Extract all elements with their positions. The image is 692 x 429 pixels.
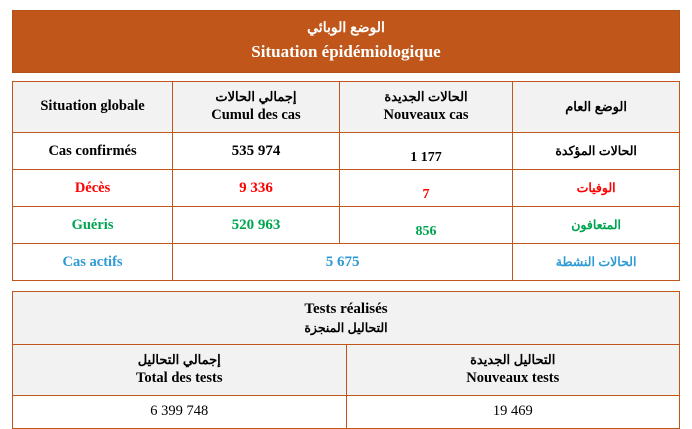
table-header-row — [13, 81, 680, 132]
confirmed-label-ar: الحالات المؤكدة — [555, 143, 637, 158]
header-situation-globale — [13, 81, 173, 132]
deaths-cumul-value: 9 336 — [239, 179, 273, 196]
deaths-label-fr: Décès — [74, 179, 111, 196]
row-label-recovered-fr — [13, 206, 173, 243]
tests-values-row — [13, 395, 680, 428]
cell-confirmed-cumul — [173, 132, 340, 169]
header-cumul-french: Cumul des cas — [211, 106, 301, 123]
cell-confirmed-nouveaux — [339, 132, 512, 169]
active-label-fr: Cas actifs — [62, 253, 123, 270]
confirmed-cumul-value: 535 974 — [231, 142, 281, 159]
row-label-active-fr — [13, 243, 173, 280]
cell-deaths-nouveaux — [339, 169, 512, 206]
recovered-label-fr: Guéris — [71, 216, 114, 233]
tests-total-value: 6 399 748 — [13, 395, 347, 428]
table-row — [13, 132, 680, 169]
tests-total-french: Total des tests — [136, 369, 223, 386]
row-label-recovered-ar — [513, 206, 680, 243]
header-nouveaux-arabic: الحالات الجديدة — [384, 89, 468, 105]
tests-total-arabic: إجمالي التحاليل — [137, 352, 221, 368]
tests-table — [12, 291, 680, 429]
table-row — [13, 169, 680, 206]
table-row — [13, 243, 680, 280]
cell-active-total — [173, 243, 513, 280]
row-label-active-ar — [513, 243, 680, 280]
epidemiological-table — [12, 81, 680, 281]
banner-title-french: Situation épidémiologique — [251, 42, 441, 61]
recovered-cumul-value: 520 963 — [231, 216, 281, 233]
header-situation-arabic — [513, 81, 680, 132]
tests-header-row — [13, 344, 680, 395]
tests-header-nouveaux — [346, 344, 680, 395]
row-label-confirmed-fr — [13, 132, 173, 169]
recovered-label-ar: المتعافون — [571, 217, 621, 232]
deaths-label-ar: الوفيات — [576, 180, 616, 195]
active-label-ar: الحالات النشطة — [555, 254, 637, 269]
header-cumul-des-cas — [173, 81, 340, 132]
tests-header-total — [13, 344, 347, 395]
confirmed-label-fr: Cas confirmés — [48, 142, 137, 159]
header-situation-globale-label: Situation globale — [40, 98, 145, 115]
deaths-nouveaux-value: 7 — [422, 186, 430, 202]
active-total-value: 5 675 — [325, 253, 360, 270]
table-row — [13, 206, 680, 243]
cell-recovered-cumul — [173, 206, 340, 243]
row-label-deaths-ar — [513, 169, 680, 206]
report-banner — [12, 10, 680, 73]
header-cumul-arabic: إجمالي الحالات — [215, 89, 297, 105]
row-label-deaths-fr — [13, 169, 173, 206]
header-situation-arabic-label: الوضع العام — [565, 99, 627, 115]
banner-title-arabic: الوضع الوبائي — [307, 19, 385, 35]
cell-recovered-nouveaux — [339, 206, 512, 243]
tests-nouveaux-value: 19 469 — [346, 395, 680, 428]
tests-title-arabic: التحاليل المنجزة — [304, 320, 388, 335]
row-label-confirmed-ar — [513, 132, 680, 169]
confirmed-nouveaux-value: 1 177 — [410, 149, 442, 165]
recovered-nouveaux-value: 856 — [415, 223, 437, 239]
header-nouveaux-cas — [339, 81, 512, 132]
tests-nouveaux-arabic: التحاليل الجديدة — [470, 352, 556, 368]
tests-title-row — [13, 291, 680, 344]
tests-title-french: Tests réalisés — [304, 300, 388, 317]
tests-nouveaux-french: Nouveaux tests — [466, 369, 560, 386]
tests-title-cell — [13, 291, 680, 344]
cell-deaths-cumul — [173, 169, 340, 206]
header-nouveaux-french: Nouveaux cas — [383, 106, 469, 123]
